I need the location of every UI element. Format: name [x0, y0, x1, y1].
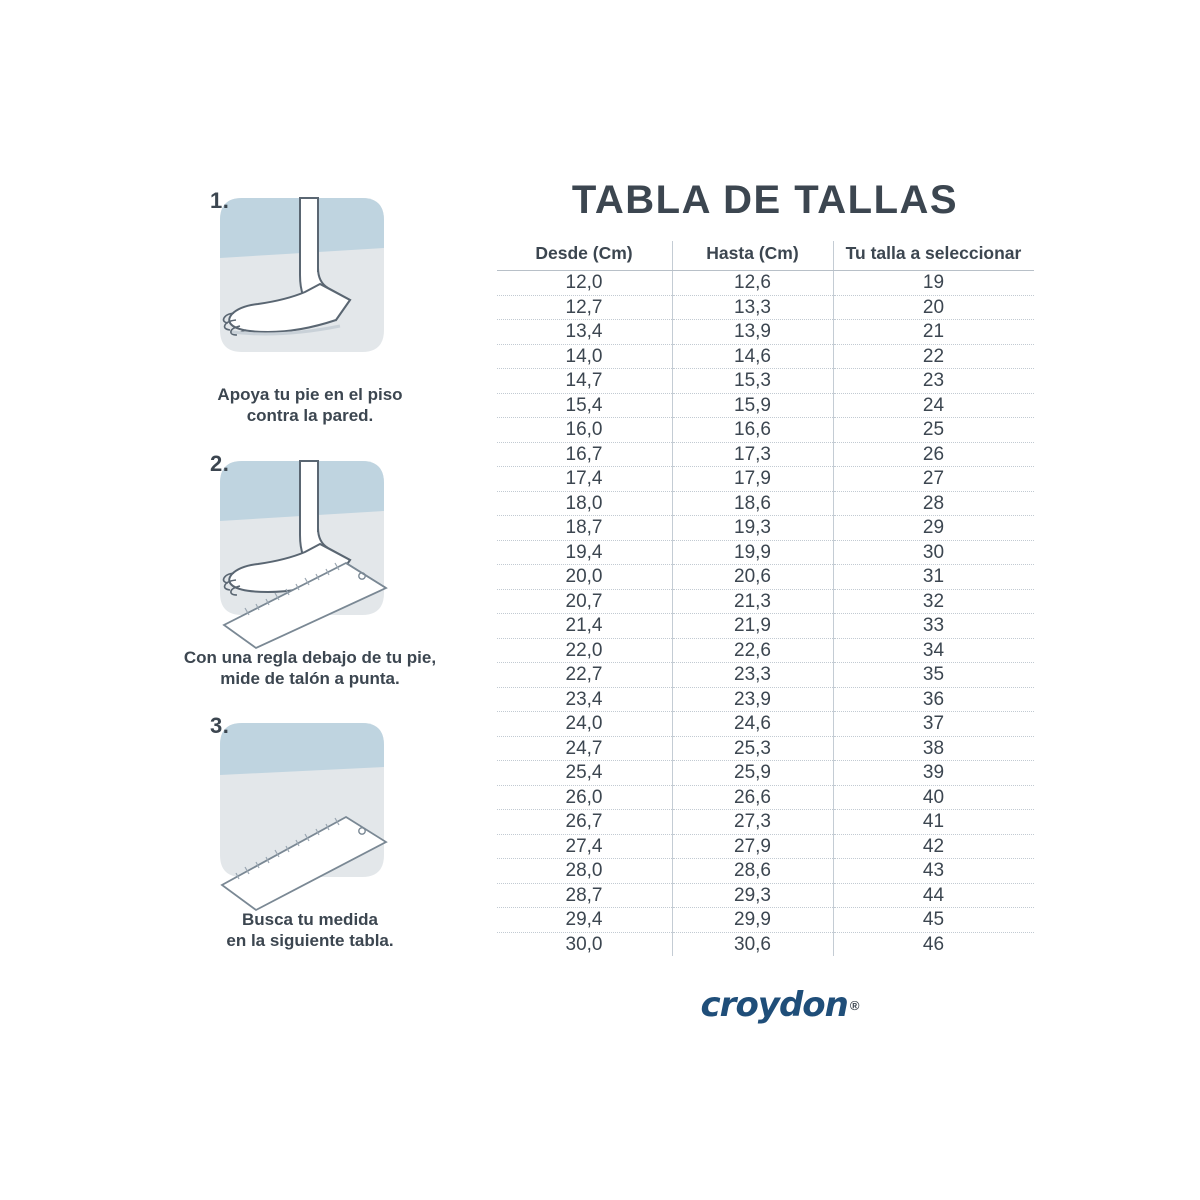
cell-desde: 19,4 [497, 540, 673, 565]
page-title: TABLA DE TALLAS [571, 178, 959, 222]
cell-talla: 24 [833, 393, 1034, 418]
cell-talla: 34 [833, 638, 1034, 663]
cell-desde: 20,0 [497, 565, 673, 590]
cell-hasta: 15,3 [672, 369, 833, 394]
step-3-caption-line-1: Busca tu medida [241, 910, 379, 929]
cell-hasta: 29,9 [672, 908, 833, 933]
size-table-header-row [497, 241, 1034, 271]
instructions-column [150, 180, 470, 951]
cell-hasta: 13,3 [672, 295, 833, 320]
cell-desde: 14,0 [497, 344, 673, 369]
cell-hasta: 21,3 [672, 589, 833, 614]
cell-hasta: 21,9 [672, 614, 833, 639]
cell-desde: 12,0 [497, 271, 673, 296]
step-1-caption-line-1: Apoya tu pie en el piso [217, 385, 403, 404]
cell-desde: 26,7 [497, 810, 673, 835]
table-row [497, 614, 1034, 639]
cell-talla: 25 [833, 418, 1034, 443]
table-row [497, 418, 1034, 443]
cell-desde: 28,7 [497, 883, 673, 908]
cell-hasta: 15,9 [672, 393, 833, 418]
table-row [497, 932, 1034, 956]
instruction-step-3 [150, 705, 470, 952]
brand-logo [680, 985, 880, 1025]
step-1-number: 1. [210, 188, 230, 213]
step-1-illustration [150, 180, 470, 380]
cell-talla: 35 [833, 663, 1034, 688]
cell-hasta: 22,6 [672, 638, 833, 663]
table-row [497, 491, 1034, 516]
step-2-caption [160, 647, 460, 690]
cell-talla: 20 [833, 295, 1034, 320]
cell-desde: 22,7 [497, 663, 673, 688]
cell-hasta: 29,3 [672, 883, 833, 908]
step-1-caption-line-2: contra la pared. [246, 406, 374, 426]
cell-desde: 21,4 [497, 614, 673, 639]
step-3-number: 3. [210, 713, 230, 738]
cell-hasta: 16,6 [672, 418, 833, 443]
column-header-hasta: Hasta (Cm) [672, 241, 833, 271]
instruction-step-1 [150, 180, 470, 427]
cell-hasta: 19,3 [672, 516, 833, 541]
cell-talla: 28 [833, 491, 1034, 516]
cell-desde: 14,7 [497, 369, 673, 394]
cell-desde: 28,0 [497, 859, 673, 884]
cell-desde: 18,0 [497, 491, 673, 516]
cell-desde: 15,4 [497, 393, 673, 418]
table-row [497, 736, 1034, 761]
cell-talla: 22 [833, 344, 1034, 369]
cell-talla: 41 [833, 810, 1034, 835]
step-1-caption [160, 384, 460, 427]
cell-talla: 19 [833, 271, 1034, 296]
step-2-caption-line-1: Con una regla debajo de tu pie, [183, 647, 437, 667]
size-table-area [480, 178, 1050, 956]
cell-desde: 29,4 [497, 908, 673, 933]
step-2-illustration [150, 443, 470, 643]
table-row [497, 393, 1034, 418]
cell-desde: 27,4 [497, 834, 673, 859]
cell-desde: 12,7 [497, 295, 673, 320]
cell-talla: 40 [833, 785, 1034, 810]
cell-hasta: 17,9 [672, 467, 833, 492]
table-row [497, 761, 1034, 786]
table-row [497, 295, 1034, 320]
cell-talla: 26 [833, 442, 1034, 467]
cell-talla: 33 [833, 614, 1034, 639]
cell-talla: 37 [833, 712, 1034, 737]
step-2-caption-line-2: mide de talón a punta. [220, 668, 400, 688]
cell-desde: 16,7 [497, 442, 673, 467]
cell-talla: 39 [833, 761, 1034, 786]
cell-hasta: 25,3 [672, 736, 833, 761]
cell-desde: 24,0 [497, 712, 673, 737]
cell-talla: 21 [833, 320, 1034, 345]
cell-talla: 31 [833, 565, 1034, 590]
step-3-caption-line-2: en la siguiente tabla. [226, 931, 394, 951]
cell-talla: 38 [833, 736, 1034, 761]
table-row [497, 810, 1034, 835]
instruction-step-2 [150, 443, 470, 690]
table-row [497, 687, 1034, 712]
cell-talla: 32 [833, 589, 1034, 614]
cell-talla: 46 [833, 932, 1034, 956]
cell-talla: 29 [833, 516, 1034, 541]
cell-talla: 30 [833, 540, 1034, 565]
table-row [497, 565, 1034, 590]
table-row [497, 344, 1034, 369]
cell-desde: 25,4 [497, 761, 673, 786]
cell-hasta: 30,6 [672, 932, 833, 956]
step-2-number: 2. [210, 450, 230, 476]
brand-name: croydon [700, 985, 848, 1025]
step-3-illustration [150, 705, 470, 905]
cell-hasta: 23,3 [672, 663, 833, 688]
cell-hasta: 19,9 [672, 540, 833, 565]
table-row [497, 516, 1034, 541]
cell-hasta: 23,9 [672, 687, 833, 712]
cell-talla: 36 [833, 687, 1034, 712]
cell-desde: 22,0 [497, 638, 673, 663]
cell-talla: 43 [833, 859, 1034, 884]
size-table [497, 241, 1034, 956]
column-header-desde: Desde (Cm) [497, 241, 673, 271]
cell-hasta: 18,6 [672, 491, 833, 516]
table-row [497, 834, 1034, 859]
cell-hasta: 14,6 [672, 344, 833, 369]
table-row [497, 320, 1034, 345]
cell-desde: 23,4 [497, 687, 673, 712]
cell-desde: 13,4 [497, 320, 673, 345]
cell-hasta: 27,3 [672, 810, 833, 835]
table-row [497, 859, 1034, 884]
cell-hasta: 13,9 [672, 320, 833, 345]
table-row [497, 908, 1034, 933]
table-row [497, 540, 1034, 565]
table-row [497, 638, 1034, 663]
table-row [497, 369, 1034, 394]
table-row [497, 785, 1034, 810]
column-header-talla: Tu talla a seleccionar [833, 241, 1034, 271]
table-row [497, 663, 1034, 688]
cell-desde: 30,0 [565, 933, 603, 955]
cell-talla: 42 [833, 834, 1034, 859]
cell-hasta: 25,9 [672, 761, 833, 786]
cell-hasta: 28,6 [672, 859, 833, 884]
cell-talla: 44 [833, 883, 1034, 908]
cell-desde: 26,0 [497, 785, 673, 810]
cell-hasta: 26,6 [672, 785, 833, 810]
table-row [497, 442, 1034, 467]
cell-desde: 16,0 [497, 418, 673, 443]
cell-hasta: 12,6 [672, 271, 833, 296]
cell-desde: 18,7 [497, 516, 673, 541]
cell-talla: 45 [833, 908, 1034, 933]
cell-talla: 23 [833, 369, 1034, 394]
cell-desde: 17,4 [497, 467, 673, 492]
brand-registered-mark: ® [849, 997, 860, 1013]
cell-hasta: 20,6 [672, 565, 833, 590]
cell-desde: 20,7 [497, 589, 673, 614]
cell-desde: 24,7 [497, 736, 673, 761]
table-row [497, 271, 1034, 296]
cell-hasta: 17,3 [672, 442, 833, 467]
cell-hasta: 24,6 [672, 712, 833, 737]
size-table-body [497, 271, 1034, 957]
table-row [497, 589, 1034, 614]
size-table-head [497, 241, 1034, 271]
table-row [497, 467, 1034, 492]
cell-talla: 27 [833, 467, 1034, 492]
cell-hasta: 27,9 [672, 834, 833, 859]
table-row [497, 883, 1034, 908]
table-row [497, 712, 1034, 737]
